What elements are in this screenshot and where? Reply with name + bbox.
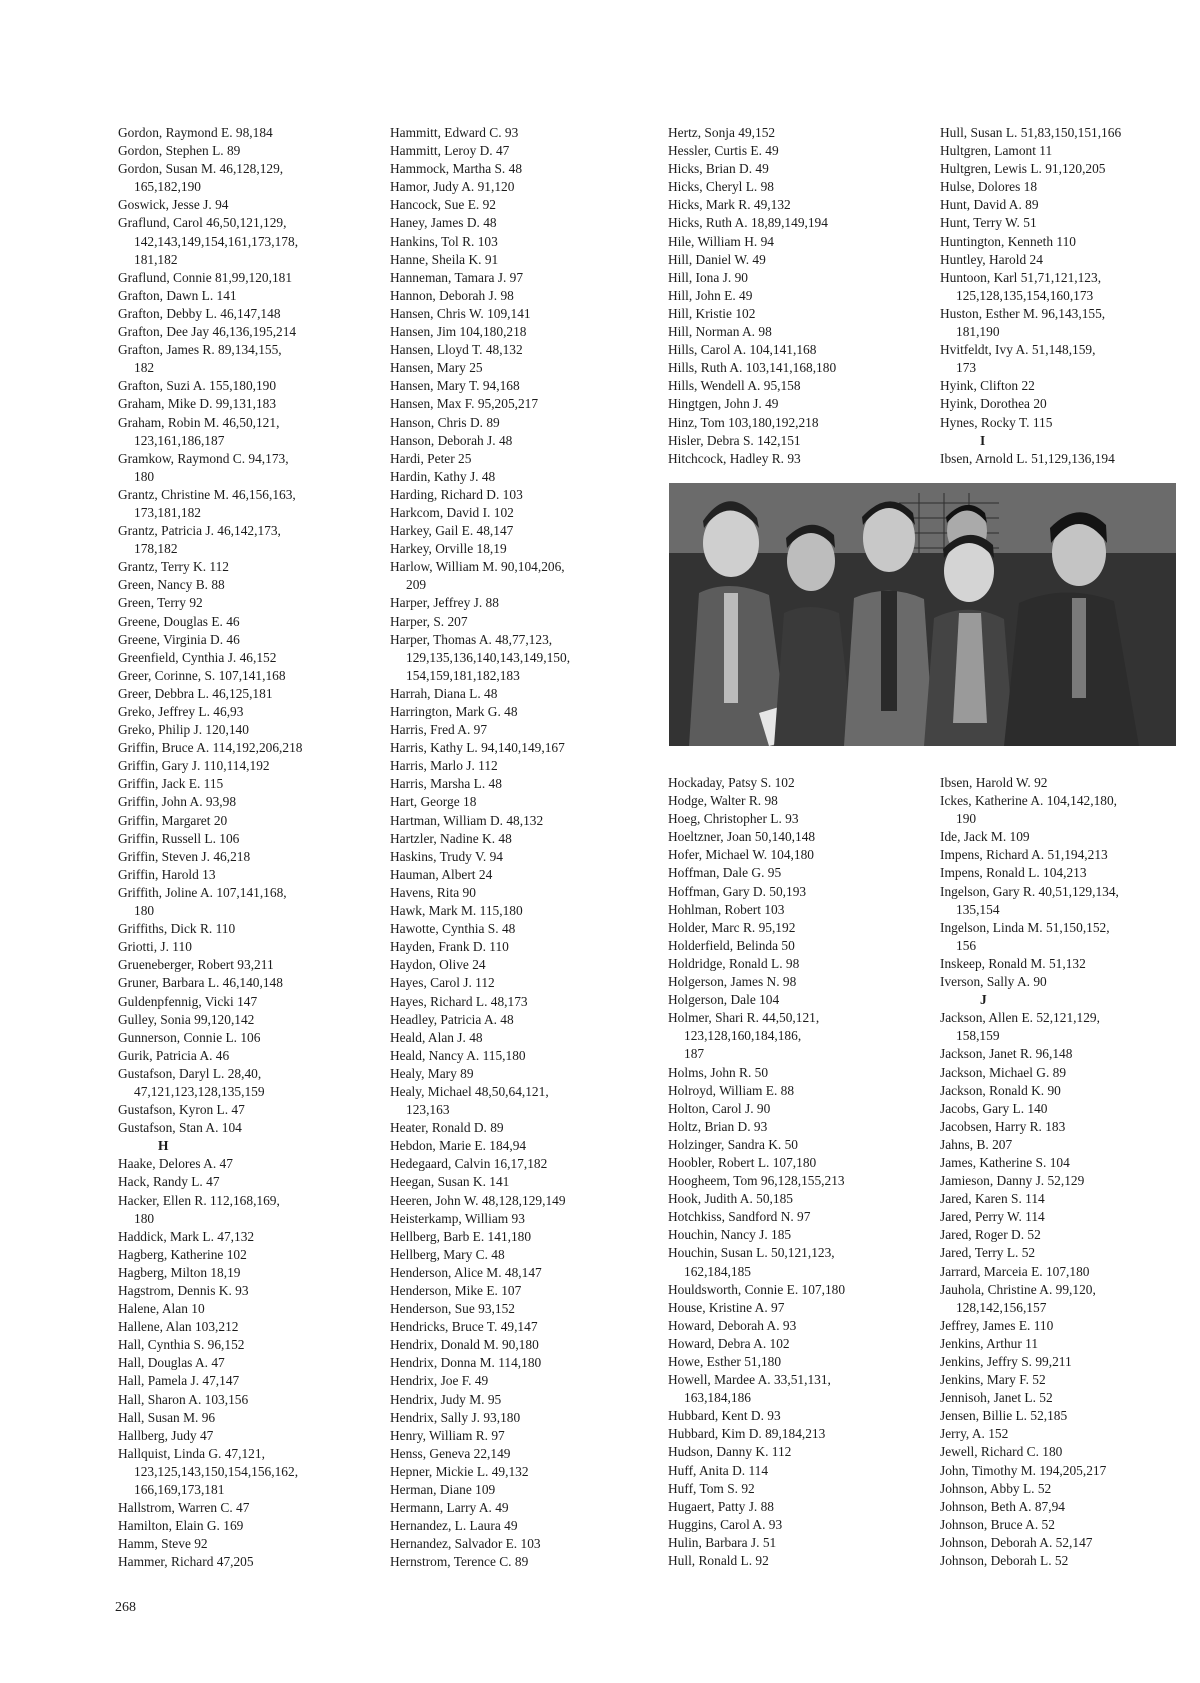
index-entry: Holder, Marc R. 95,192 bbox=[668, 919, 796, 935]
index-entry-continuation: 128,142,156,157 bbox=[956, 1299, 1047, 1315]
index-entry: Holms, John R. 50 bbox=[668, 1064, 769, 1080]
index-entry: Hotchkiss, Sandford N. 97 bbox=[668, 1209, 811, 1225]
index-entry: Johnson, Abby L. 52 bbox=[940, 1480, 1052, 1496]
index-entry: Hofer, Michael W. 104,180 bbox=[668, 847, 814, 863]
index-entry: Huggins, Carol A. 93 bbox=[668, 1516, 783, 1532]
index-entry: Hanson, Deborah J. 48 bbox=[390, 432, 513, 448]
index-entry: Hansen, Max F. 95,205,217 bbox=[390, 396, 539, 412]
index-entry-continuation: 158,159 bbox=[956, 1028, 1000, 1044]
index-entry: Hertz, Sonja 49,152 bbox=[668, 125, 776, 140]
index-entry: Hoffman, Gary D. 50,193 bbox=[668, 883, 807, 899]
index-entry: Hammock, Martha S. 48 bbox=[390, 161, 523, 177]
index-entry: Hile, William H. 94 bbox=[668, 233, 774, 249]
index-entry: Hansen, Mary 25 bbox=[390, 360, 483, 376]
index-entry: Goswick, Jesse J. 94 bbox=[118, 197, 229, 213]
index-entry: Jared, Roger D. 52 bbox=[940, 1227, 1041, 1243]
index-entry: Hancock, Sue E. 92 bbox=[390, 197, 496, 213]
index-entry: Greenfield, Cynthia J. 46,152 bbox=[118, 649, 277, 665]
index-entry: Jewell, Richard C. 180 bbox=[940, 1444, 1063, 1460]
index-entry: Hicks, Brian D. 49 bbox=[668, 161, 769, 177]
index-entry: Johnson, Deborah L. 52 bbox=[940, 1553, 1069, 1569]
index-entry: Havens, Rita 90 bbox=[390, 884, 476, 900]
index-entry: Hyink, Dorothea 20 bbox=[940, 396, 1047, 412]
index-entry: Hvitfeldt, Ivy A. 51,148,159, bbox=[940, 342, 1096, 358]
index-entry: Hultgren, Lewis L. 91,120,205 bbox=[940, 161, 1106, 177]
index-entry: Hermann, Larry A. 49 bbox=[390, 1500, 509, 1516]
index-entry: Grafton, James R. 89,134,155, bbox=[118, 342, 282, 358]
index-entry: Griffin, Bruce A. 114,192,206,218 bbox=[118, 740, 303, 756]
index-entry: Ickes, Katherine A. 104,142,180, bbox=[940, 793, 1118, 809]
index-entry: Gurik, Patricia A. 46 bbox=[118, 1047, 230, 1063]
index-entry: Griffin, Gary J. 110,114,192 bbox=[118, 758, 270, 774]
index-entry: Green, Terry 92 bbox=[118, 595, 203, 611]
index-entry: Hingtgen, John J. 49 bbox=[668, 396, 779, 412]
index-entry: Hicks, Cheryl L. 98 bbox=[668, 179, 774, 195]
index-entry: Heater, Ronald D. 89 bbox=[390, 1120, 504, 1136]
index-entry: Graham, Mike D. 99,131,183 bbox=[118, 396, 277, 412]
index-entry-continuation: 154,159,181,182,183 bbox=[406, 667, 520, 683]
index-entry: Hayes, Carol J. 112 bbox=[390, 975, 495, 991]
index-entry: Heisterkamp, William 93 bbox=[390, 1210, 525, 1226]
index-entry: Holgerson, James N. 98 bbox=[668, 974, 797, 990]
index-entry: Hacker, Ellen R. 112,168,169, bbox=[118, 1192, 280, 1208]
index-entry: Headley, Patricia A. 48 bbox=[390, 1011, 514, 1027]
index-entry: Gulley, Sonia 99,120,142 bbox=[118, 1011, 255, 1027]
index-entry: Harper, Thomas A. 48,77,123, bbox=[390, 631, 553, 647]
index-entry: Hyink, Clifton 22 bbox=[940, 378, 1035, 394]
index-entry-continuation: 123,128,160,184,186, bbox=[684, 1028, 802, 1044]
index-entry-continuation: 190 bbox=[956, 811, 977, 827]
index-entry: Jared, Perry W. 114 bbox=[940, 1209, 1045, 1225]
index-entry: Holmer, Shari R. 44,50,121, bbox=[668, 1010, 820, 1026]
index-entry: Griffin, Russell L. 106 bbox=[118, 830, 240, 846]
index-entry: Hynes, Rocky T. 115 bbox=[940, 414, 1053, 430]
index-entry-continuation: 180 bbox=[134, 468, 155, 484]
index-entry: Harkey, Gail E. 48,147 bbox=[390, 523, 514, 539]
index-entry: Gordon, Stephen L. 89 bbox=[118, 143, 241, 159]
index-entry: Harkey, Orville 18,19 bbox=[390, 541, 507, 557]
index-entry: Hisler, Debra S. 142,151 bbox=[668, 432, 801, 448]
index-entry: Hinz, Tom 103,180,192,218 bbox=[668, 414, 819, 430]
index-entry: Hulse, Dolores 18 bbox=[940, 179, 1038, 195]
index-entry-continuation: 180 bbox=[134, 903, 155, 919]
index-entry: Hull, Ronald L. 92 bbox=[668, 1553, 769, 1569]
index-entry: Hayes, Richard L. 48,173 bbox=[390, 993, 528, 1009]
index-entry: Greene, Douglas E. 46 bbox=[118, 613, 240, 629]
index-entry: Impens, Ronald L. 104,213 bbox=[940, 865, 1087, 881]
index-entry: Jackson, Ronald K. 90 bbox=[940, 1082, 1061, 1098]
index-entry: Huntley, Harold 24 bbox=[940, 251, 1043, 267]
group-photo-image bbox=[669, 483, 1176, 746]
index-entry: Henss, Geneva 22,149 bbox=[390, 1445, 511, 1461]
index-entry: Greko, Jeffrey L. 46,93 bbox=[118, 704, 244, 719]
index-entry: Jarrard, Marceia E. 107,180 bbox=[940, 1263, 1090, 1279]
index-entry: Hicks, Ruth A. 18,89,149,194 bbox=[668, 215, 828, 231]
index-entry: Harrington, Mark G. 48 bbox=[390, 704, 518, 719]
index-entry-continuation: 181,190 bbox=[956, 324, 1000, 340]
index-entry: Jeffrey, James E. 110 bbox=[940, 1317, 1054, 1333]
index-entry: Healy, Mary 89 bbox=[390, 1065, 474, 1081]
index-entry: Hayden, Frank D. 110 bbox=[390, 939, 509, 955]
index-entry: Jamieson, Danny J. 52,129 bbox=[940, 1173, 1085, 1189]
index-entry: Hendrix, Joe F. 49 bbox=[390, 1373, 489, 1389]
index-entry-continuation: 125,128,135,154,160,173 bbox=[956, 287, 1094, 303]
index-entry-continuation: 187 bbox=[684, 1046, 705, 1062]
index-entry-continuation: 123,125,143,150,154,156,162, bbox=[134, 1463, 299, 1479]
index-entry: Heegan, Susan K. 141 bbox=[390, 1174, 510, 1190]
index-entry: Holdridge, Ronald L. 98 bbox=[668, 955, 800, 971]
index-entry: Holzinger, Sandra K. 50 bbox=[668, 1136, 798, 1152]
index-entry: Jenkins, Jeffry S. 99,211 bbox=[940, 1354, 1072, 1369]
index-entry-continuation: 129,135,136,140,143,149,150, bbox=[406, 649, 571, 665]
section-letter: J bbox=[980, 992, 987, 1008]
index-entry: Greko, Philip J. 120,140 bbox=[118, 722, 249, 738]
index-entry: Hugaert, Patty J. 88 bbox=[668, 1498, 774, 1514]
index-entry: Guldenpfennig, Vicki 147 bbox=[118, 993, 258, 1009]
index-entry: Hernandez, Salvador E. 103 bbox=[390, 1536, 541, 1552]
index-entry: Hammitt, Leroy D. 47 bbox=[390, 143, 510, 159]
index-entry: Jared, Karen S. 114 bbox=[940, 1191, 1045, 1207]
index-entry: Jackson, Michael G. 89 bbox=[940, 1064, 1067, 1080]
index-entry: Halene, Alan 10 bbox=[118, 1301, 205, 1317]
index-entry: Hunt, David A. 89 bbox=[940, 197, 1039, 213]
index-column-3-bottom bbox=[668, 774, 933, 1570]
index-entry: Grantz, Patricia J. 46,142,173, bbox=[118, 523, 281, 539]
index-entry: Henry, William R. 97 bbox=[390, 1427, 505, 1443]
index-entry: Harris, Fred A. 97 bbox=[390, 722, 488, 738]
index-entry: Henderson, Sue 93,152 bbox=[390, 1301, 515, 1317]
index-entry-continuation: 162,184,185 bbox=[684, 1263, 751, 1279]
index-entry: Hawotte, Cynthia S. 48 bbox=[390, 921, 516, 937]
index-entry: Hagberg, Milton 18,19 bbox=[118, 1264, 241, 1280]
index-entry-continuation: 163,184,186 bbox=[684, 1390, 751, 1406]
index-entry: Howell, Mardee A. 33,51,131, bbox=[668, 1372, 831, 1388]
index-entry: Hellberg, Mary C. 48 bbox=[390, 1246, 505, 1262]
index-entry: Hook, Judith A. 50,185 bbox=[668, 1191, 793, 1207]
index-entry: Grantz, Christine M. 46,156,163, bbox=[118, 486, 296, 502]
index-entry: Ibsen, Harold W. 92 bbox=[940, 775, 1048, 790]
index-entry: Hansen, Jim 104,180,218 bbox=[390, 324, 527, 340]
index-entry: Howard, Debra A. 102 bbox=[668, 1335, 790, 1351]
index-entry: Griffin, John A. 93,98 bbox=[118, 794, 237, 810]
index-entry: Herman, Diane 109 bbox=[390, 1482, 496, 1498]
index-entry: Harper, S. 207 bbox=[390, 613, 468, 629]
index-entry: Hawk, Mark M. 115,180 bbox=[390, 903, 523, 919]
index-column-1 bbox=[118, 124, 373, 1572]
index-entry: Hills, Wendell A. 95,158 bbox=[668, 378, 801, 394]
index-entry: Heald, Nancy A. 115,180 bbox=[390, 1047, 526, 1063]
index-column-4-top bbox=[940, 124, 1195, 468]
index-entry: Jerry, A. 152 bbox=[940, 1426, 1009, 1442]
index-entry: Griffin, Harold 13 bbox=[118, 866, 216, 882]
index-entry: Ingelson, Linda M. 51,150,152, bbox=[940, 919, 1110, 935]
index-entry: Griffin, Jack E. 115 bbox=[118, 776, 224, 792]
index-entry: Hall, Sharon A. 103,156 bbox=[118, 1391, 249, 1407]
index-entry: Grafton, Dawn L. 141 bbox=[118, 287, 237, 303]
index-entry: Heeren, John W. 48,128,129,149 bbox=[390, 1192, 566, 1208]
page-number: 268 bbox=[115, 1600, 136, 1615]
index-entry: Griffith, Joline A. 107,141,168, bbox=[118, 884, 287, 900]
index-entry: Healy, Michael 48,50,64,121, bbox=[390, 1083, 549, 1099]
index-entry: Harrah, Diana L. 48 bbox=[390, 685, 498, 701]
group-photo bbox=[669, 483, 1176, 746]
index-entry: James, Katherine S. 104 bbox=[940, 1154, 1070, 1170]
index-entry-continuation: 178,182 bbox=[134, 541, 178, 557]
index-entry: Hellberg, Barb E. 141,180 bbox=[390, 1228, 532, 1244]
index-entry-continuation: 123,163 bbox=[406, 1102, 450, 1118]
index-entry: Hicks, Mark R. 49,132 bbox=[668, 197, 791, 213]
index-entry: Greer, Debbra L. 46,125,181 bbox=[118, 685, 273, 701]
index-entry: Hardi, Peter 25 bbox=[390, 450, 472, 466]
index-entry: Hull, Susan L. 51,83,150,151,166 bbox=[940, 125, 1122, 140]
index-entry: Green, Nancy B. 88 bbox=[118, 577, 225, 593]
index-entry: Harkcom, David I. 102 bbox=[390, 504, 514, 520]
index-entry: Hoobler, Robert L. 107,180 bbox=[668, 1154, 817, 1170]
index-entry-continuation: 156 bbox=[956, 937, 977, 953]
index-entry: Ide, Jack M. 109 bbox=[940, 829, 1030, 845]
index-entry: Johnson, Bruce A. 52 bbox=[940, 1516, 1055, 1532]
index-entry: Hagstrom, Dennis K. 93 bbox=[118, 1283, 249, 1298]
index-entry: House, Kristine A. 97 bbox=[668, 1299, 785, 1315]
index-entry: Hills, Ruth A. 103,141,168,180 bbox=[668, 360, 837, 376]
index-entry: Impens, Richard A. 51,194,213 bbox=[940, 847, 1108, 863]
index-entry: Jackson, Janet R. 96,148 bbox=[940, 1046, 1073, 1062]
index-entry: Jauhola, Christine A. 99,120, bbox=[940, 1281, 1096, 1297]
index-entry: Hebdon, Marie E. 184,94 bbox=[390, 1138, 527, 1154]
index-entry: Gustafson, Stan A. 104 bbox=[118, 1120, 242, 1136]
index-entry: Hallquist, Linda G. 47,121, bbox=[118, 1445, 265, 1461]
index-entry: Gustafson, Daryl L. 28,40, bbox=[118, 1065, 262, 1081]
index-entry: Inskeep, Ronald M. 51,132 bbox=[940, 955, 1086, 971]
index-entry: Huston, Esther M. 96,143,155, bbox=[940, 305, 1106, 321]
index-entry: Haydon, Olive 24 bbox=[390, 957, 486, 973]
index-entry-continuation: 47,121,123,128,135,159 bbox=[134, 1083, 265, 1099]
index-entry: Huntington, Kenneth 110 bbox=[940, 233, 1076, 249]
index-entry: Grafton, Debby L. 46,147,148 bbox=[118, 305, 281, 321]
index-entry-continuation: 166,169,173,181 bbox=[134, 1482, 225, 1498]
index-entry: Grueneberger, Robert 93,211 bbox=[118, 957, 274, 973]
index-entry: Hansen, Mary T. 94,168 bbox=[390, 378, 520, 394]
index-entry: Howard, Deborah A. 93 bbox=[668, 1317, 797, 1333]
index-entry-continuation: 165,182,190 bbox=[134, 179, 201, 195]
index-entry: Hoeltzner, Joan 50,140,148 bbox=[668, 829, 816, 845]
index-entry: Henderson, Alice M. 48,147 bbox=[390, 1264, 542, 1280]
index-entry: Hunt, Terry W. 51 bbox=[940, 215, 1037, 231]
index-entry: Hitchcock, Hadley R. 93 bbox=[668, 450, 801, 466]
index-entry: Gunnerson, Connie L. 106 bbox=[118, 1029, 261, 1045]
index-entry: Holtz, Brian D. 93 bbox=[668, 1118, 768, 1134]
index-entry: Grafton, Suzi A. 155,180,190 bbox=[118, 378, 277, 394]
index-entry: Huntoon, Karl 51,71,121,123, bbox=[940, 269, 1102, 285]
index-entry: Hubbard, Kent D. 93 bbox=[668, 1408, 781, 1424]
index-entry: Holroyd, William E. 88 bbox=[668, 1082, 795, 1098]
index-entry: Hamm, Steve 92 bbox=[118, 1536, 208, 1552]
index-entry: Hall, Cynthia S. 96,152 bbox=[118, 1337, 245, 1353]
index-entry: Hansen, Chris W. 109,141 bbox=[390, 305, 531, 321]
index-entry: Harper, Jeffrey J. 88 bbox=[390, 595, 499, 611]
index-entry: Harris, Marlo J. 112 bbox=[390, 758, 498, 774]
index-entry: Hagberg, Katherine 102 bbox=[118, 1246, 247, 1262]
index-entry: Hernandez, L. Laura 49 bbox=[390, 1518, 518, 1534]
index-entry: Hessler, Curtis E. 49 bbox=[668, 143, 779, 159]
index-entry: Hulin, Barbara J. 51 bbox=[668, 1534, 777, 1550]
index-entry: Hammer, Richard 47,205 bbox=[118, 1554, 254, 1570]
index-entry-continuation: 135,154 bbox=[956, 901, 1000, 917]
index-entry: Grantz, Terry K. 112 bbox=[118, 559, 229, 575]
index-entry: Jacobsen, Harry R. 183 bbox=[940, 1118, 1066, 1134]
index-entry: Holderfield, Belinda 50 bbox=[668, 937, 795, 953]
index-entry: Griffin, Margaret 20 bbox=[118, 812, 228, 828]
index-entry: Huff, Tom S. 92 bbox=[668, 1480, 755, 1496]
index-entry: Hall, Douglas A. 47 bbox=[118, 1355, 225, 1371]
index-entry: Hendricks, Bruce T. 49,147 bbox=[390, 1319, 538, 1335]
index-entry-continuation: 180 bbox=[134, 1210, 155, 1226]
index-entry: Harlow, William M. 90,104,206, bbox=[390, 559, 565, 575]
index-entry: Gustafson, Kyron L. 47 bbox=[118, 1102, 245, 1118]
index-entry: Hansen, Lloyd T. 48,132 bbox=[390, 342, 523, 358]
index-entry: Greene, Virginia D. 46 bbox=[118, 631, 240, 647]
index-entry: Hardin, Kathy J. 48 bbox=[390, 468, 496, 484]
index-entry-continuation: 123,161,186,187 bbox=[134, 432, 225, 448]
index-entry: Iverson, Sally A. 90 bbox=[940, 974, 1047, 990]
index-entry: Howe, Esther 51,180 bbox=[668, 1354, 782, 1369]
index-entry: Heald, Alan J. 48 bbox=[390, 1029, 483, 1045]
index-entry: Grafton, Dee Jay 46,136,195,214 bbox=[118, 324, 297, 340]
section-letter: I bbox=[980, 432, 986, 448]
section-letter: H bbox=[158, 1138, 169, 1154]
index-entry: Hedegaard, Calvin 16,17,182 bbox=[390, 1156, 548, 1172]
index-entry: Houchin, Susan L. 50,121,123, bbox=[668, 1245, 835, 1261]
index-entry: Huff, Anita D. 114 bbox=[668, 1462, 769, 1478]
index-entry: Griffiths, Dick R. 110 bbox=[118, 921, 236, 937]
index-entry: Holgerson, Dale 104 bbox=[668, 992, 780, 1008]
index-entry: Hanne, Sheila K. 91 bbox=[390, 251, 499, 267]
index-entry: Hills, Carol A. 104,141,168 bbox=[668, 342, 817, 358]
index-entry: Hohlman, Robert 103 bbox=[668, 901, 785, 917]
index-entry: Greer, Corinne, S. 107,141,168 bbox=[118, 667, 286, 683]
index-entry: Griffin, Steven J. 46,218 bbox=[118, 848, 251, 864]
index-entry: Jacobs, Gary L. 140 bbox=[940, 1100, 1048, 1116]
index-entry-continuation: 181,182 bbox=[134, 251, 178, 267]
index-entry: Gordon, Susan M. 46,128,129, bbox=[118, 161, 284, 177]
index-entry: Hanson, Chris D. 89 bbox=[390, 414, 500, 430]
index-entry-continuation: 142,143,149,154,161,173,178, bbox=[134, 233, 299, 249]
index-entry: Hartzler, Nadine K. 48 bbox=[390, 830, 512, 846]
index-entry-continuation: 209 bbox=[406, 577, 427, 593]
index-entry: Hubbard, Kim D. 89,184,213 bbox=[668, 1426, 826, 1442]
index-entry: Houldsworth, Connie E. 107,180 bbox=[668, 1281, 846, 1297]
index-entry: Hendrix, Donald M. 90,180 bbox=[390, 1337, 539, 1353]
index-entry: Haddick, Mark L. 47,132 bbox=[118, 1228, 255, 1244]
index-entry: Haake, Delores A. 47 bbox=[118, 1156, 233, 1172]
index-entry: Hernstrom, Terence C. 89 bbox=[390, 1554, 529, 1570]
index-entry: Jackson, Allen E. 52,121,129, bbox=[940, 1010, 1100, 1026]
index-entry: Jensen, Billie L. 52,185 bbox=[940, 1408, 1068, 1424]
index-entry: Hill, Norman A. 98 bbox=[668, 324, 772, 340]
index-entry: Hartman, William D. 48,132 bbox=[390, 812, 544, 828]
index-entry-continuation: 173 bbox=[956, 360, 977, 376]
index-entry: John, Timothy M. 194,205,217 bbox=[940, 1462, 1107, 1478]
index-entry: Hendrix, Donna M. 114,180 bbox=[390, 1355, 542, 1371]
index-entry: Harding, Richard D. 103 bbox=[390, 486, 523, 502]
index-entry: Haney, James D. 48 bbox=[390, 215, 497, 231]
index-entry: Graflund, Carol 46,50,121,129, bbox=[118, 215, 287, 231]
index-column-3-top bbox=[668, 124, 933, 468]
index-entry: Hankins, Tol R. 103 bbox=[390, 233, 498, 249]
index-entry: Hall, Susan M. 96 bbox=[118, 1409, 216, 1425]
index-entry: Harris, Kathy L. 94,140,149,167 bbox=[390, 740, 565, 756]
index-entry: Hoogheem, Tom 96,128,155,213 bbox=[668, 1173, 845, 1189]
index-entry: Hamilton, Elain G. 169 bbox=[118, 1518, 244, 1534]
index-entry: Hockaday, Patsy S. 102 bbox=[668, 775, 795, 790]
index-entry: Hamor, Judy A. 91,120 bbox=[390, 179, 515, 195]
index-entry: Johnson, Deborah A. 52,147 bbox=[940, 1534, 1093, 1550]
index-entry-continuation: 182 bbox=[134, 360, 155, 376]
index-entry: Hoffman, Dale G. 95 bbox=[668, 865, 782, 881]
index-entry: Hodge, Walter R. 98 bbox=[668, 793, 778, 809]
index-entry: Harris, Marsha L. 48 bbox=[390, 776, 502, 792]
index-entry: Gramkow, Raymond C. 94,173, bbox=[118, 450, 289, 466]
index-column-4-bottom bbox=[940, 774, 1195, 1570]
index-entry: Hammitt, Edward C. 93 bbox=[390, 125, 519, 140]
index-entry: Hallberg, Judy 47 bbox=[118, 1427, 214, 1443]
index-entry: Hall, Pamela J. 47,147 bbox=[118, 1373, 240, 1389]
index-entry: Ingelson, Gary R. 40,51,129,134, bbox=[940, 883, 1119, 899]
index-entry: Hendrix, Judy M. 95 bbox=[390, 1391, 502, 1407]
index-entry: Hill, Iona J. 90 bbox=[668, 269, 748, 285]
index-entry: Jared, Terry L. 52 bbox=[940, 1245, 1036, 1261]
index-entry: Jahns, B. 207 bbox=[940, 1136, 1013, 1152]
index-entry: Hauman, Albert 24 bbox=[390, 866, 493, 882]
index-entry: Ibsen, Arnold L. 51,129,136,194 bbox=[940, 450, 1115, 466]
index-entry: Hultgren, Lamont 11 bbox=[940, 143, 1053, 159]
index-entry: Gordon, Raymond E. 98,184 bbox=[118, 125, 273, 140]
index-entry: Gruner, Barbara L. 46,140,148 bbox=[118, 975, 283, 991]
index-entry: Henderson, Mike E. 107 bbox=[390, 1283, 522, 1298]
index-column-2 bbox=[390, 124, 655, 1572]
index-entry: Hanneman, Tamara J. 97 bbox=[390, 269, 524, 285]
index-entry: Jenkins, Mary F. 52 bbox=[940, 1372, 1046, 1388]
index-entry: Hill, John E. 49 bbox=[668, 287, 753, 303]
index-entry: Hudson, Danny K. 112 bbox=[668, 1444, 792, 1460]
index-entry: Houchin, Nancy J. 185 bbox=[668, 1227, 792, 1243]
index-entry: Graflund, Connie 81,99,120,181 bbox=[118, 269, 293, 285]
index-entry-continuation: 173,181,182 bbox=[134, 504, 201, 520]
index-entry: Hart, George 18 bbox=[390, 794, 477, 810]
index-entry: Hack, Randy L. 47 bbox=[118, 1174, 220, 1190]
index-entry: Hepner, Mickie L. 49,132 bbox=[390, 1463, 529, 1479]
index-entry: Jennisoh, Janet L. 52 bbox=[940, 1390, 1053, 1406]
index-entry: Hallstrom, Warren C. 47 bbox=[118, 1500, 250, 1516]
index-entry: Haskins, Trudy V. 94 bbox=[390, 848, 503, 864]
index-entry: Jenkins, Arthur 11 bbox=[940, 1335, 1039, 1351]
index-entry: Hoeg, Christopher L. 93 bbox=[668, 811, 799, 827]
index-entry: Hill, Daniel W. 49 bbox=[668, 251, 766, 267]
index-entry: Johnson, Beth A. 87,94 bbox=[940, 1498, 1065, 1514]
index-entry: Hannon, Deborah J. 98 bbox=[390, 287, 514, 303]
index-entry: Hallene, Alan 103,212 bbox=[118, 1319, 239, 1335]
index-entry: Holton, Carol J. 90 bbox=[668, 1100, 771, 1116]
index-entry: Griotti, J. 110 bbox=[118, 939, 192, 955]
index-entry: Graham, Robin M. 46,50,121, bbox=[118, 414, 280, 430]
index-entry: Hendrix, Sally J. 93,180 bbox=[390, 1409, 521, 1425]
index-entry: Hill, Kristie 102 bbox=[668, 305, 756, 321]
